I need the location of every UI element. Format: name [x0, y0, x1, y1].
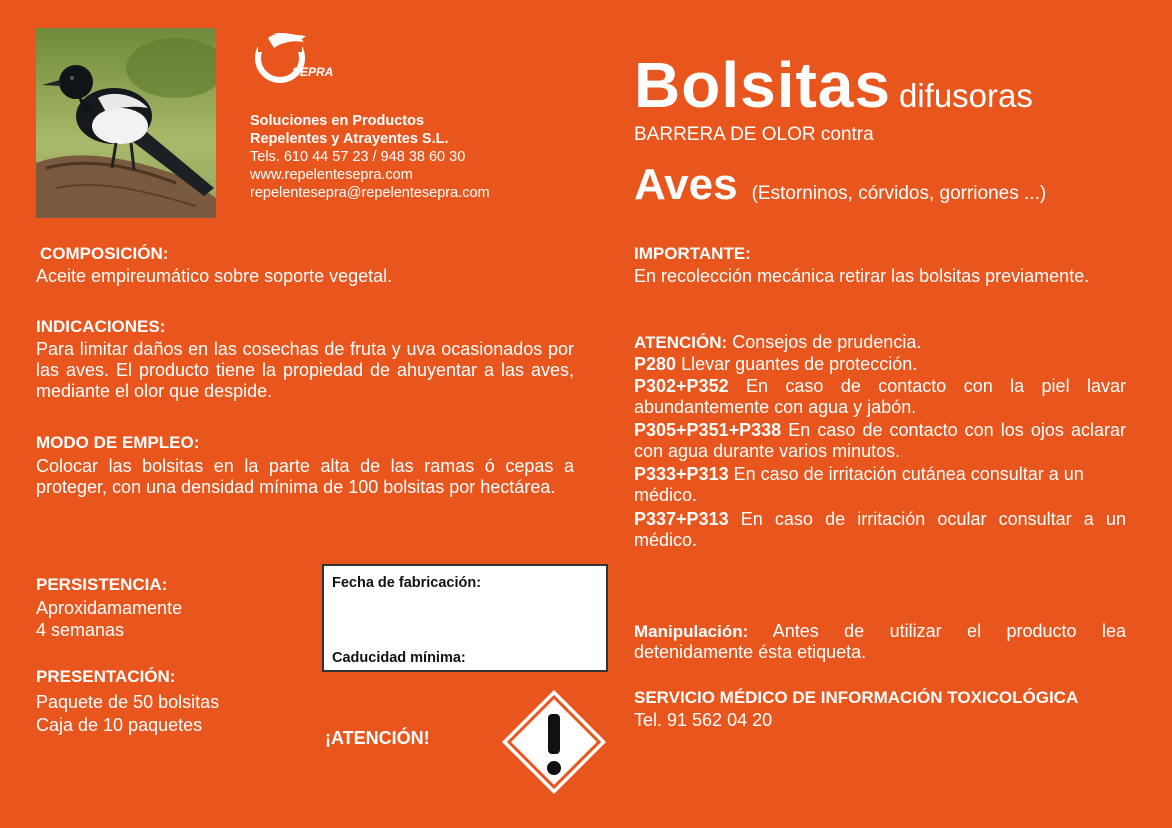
p302-text: En caso de contacto con la piel lavar abundantemente con agua y jabón. — [634, 376, 1126, 417]
indicaciones-heading: INDICACIONES: — [36, 317, 166, 336]
company-email: repelentesepra@repelentesepra.com — [250, 185, 490, 201]
indicaciones-text: Para limitar daños en las cosechas de fruta y uva ocasionados por las aves. El producto tiene la propiedad de ahuyentar a las aves, mediante el olor que despide. — [36, 339, 574, 401]
importante-text: En recolección mecánica retirar las bolsitas previamente. — [634, 266, 1090, 286]
servicio-heading: SERVICIO MÉDICO DE INFORMACIÓN TOXICOLÓGICA — [634, 688, 1079, 707]
importante-heading: IMPORTANTE: — [634, 244, 751, 263]
p337-line — [634, 509, 1126, 551]
p333-code: P333+P313 — [634, 464, 729, 484]
company-website: www.repelentesepra.com — [250, 167, 413, 183]
logo-text: SEPRA — [292, 65, 334, 79]
servicio-phone: Tel. 91 562 04 20 — [634, 710, 773, 730]
p333-line — [634, 464, 1104, 506]
company-phones: Tels. 610 44 57 23 / 948 38 60 30 — [250, 149, 466, 165]
modo-text: Colocar las bolsitas en la parte alta de las ramas ó cepas a proteger, con una densidad mínima de 100 bolsitas por hectárea. — [36, 456, 574, 497]
p302-code: P302+P352 — [634, 376, 729, 396]
fabricacion-label: Fecha de fabricación: — [332, 575, 482, 591]
p280-text: Llevar guantes de protección. — [681, 354, 918, 374]
product-target-main: Aves — [634, 160, 738, 209]
modo-heading: MODO DE EMPLEO: — [36, 433, 200, 452]
composicion-text: Aceite empireumático sobre soporte vegetal. — [36, 266, 393, 286]
atencion-line — [634, 332, 1126, 353]
atencion-heading: ATENCIÓN: — [634, 333, 728, 352]
p305-text: En caso de contacto con los ojos aclarar con agua durante varios minutos. — [634, 420, 1126, 461]
company-name-1: Soluciones en Productos — [250, 113, 425, 129]
caducidad-label: Caducidad mínima: — [332, 650, 466, 666]
manipulacion-heading: Manipulación: — [634, 622, 749, 641]
product-title — [634, 50, 1033, 131]
p333-text: En caso de irritación cutánea consultar a un médico. — [634, 464, 1084, 505]
sepra-logo — [250, 30, 340, 90]
product-target-detail: (Estorninos, córvidos, gorriones ...) — [751, 183, 1047, 204]
magpie-photo — [36, 28, 216, 218]
p302-line — [634, 376, 1126, 418]
p305-code: P305+P351+P338 — [634, 420, 782, 440]
presentacion-line-1: Paquete de 50 bolsitas — [36, 692, 220, 712]
p280-line — [634, 354, 1126, 375]
composicion-heading: COMPOSICIÓN: — [40, 244, 169, 263]
persistencia-line-1: Aproxidamamente — [36, 598, 183, 618]
atencion-text: Consejos de prudencia. — [732, 332, 922, 352]
p337-code: P337+P313 — [634, 509, 729, 529]
warning-label: ¡ATENCIÓN! — [325, 728, 430, 748]
p337-text: En caso de irritación ocular consultar a un médico. — [634, 509, 1126, 550]
product-target — [634, 160, 1046, 210]
persistencia-line-2: 4 semanas — [36, 620, 125, 640]
date-box — [322, 564, 608, 672]
manipulacion-text: Antes de utilizar el producto lea detenidamente ésta etiqueta. — [634, 621, 1126, 662]
persistencia-heading: PERSISTENCIA: — [36, 575, 168, 594]
product-subtitle: BARRERA DE OLOR contra — [634, 124, 874, 145]
manipulacion-line — [634, 621, 1126, 663]
product-title-main: Bolsitas — [634, 49, 891, 121]
p280-code: P280 — [634, 354, 677, 374]
p305-line — [634, 420, 1126, 462]
product-title-suffix: difusoras — [898, 77, 1033, 114]
presentacion-line-2: Caja de 10 paquetes — [36, 715, 203, 735]
exclamation-hazard-icon — [500, 688, 608, 796]
company-name-2: Repelentes y Atrayentes S.L. — [250, 131, 449, 147]
company-info — [250, 112, 490, 202]
presentacion-heading: PRESENTACIÓN: — [36, 667, 176, 686]
